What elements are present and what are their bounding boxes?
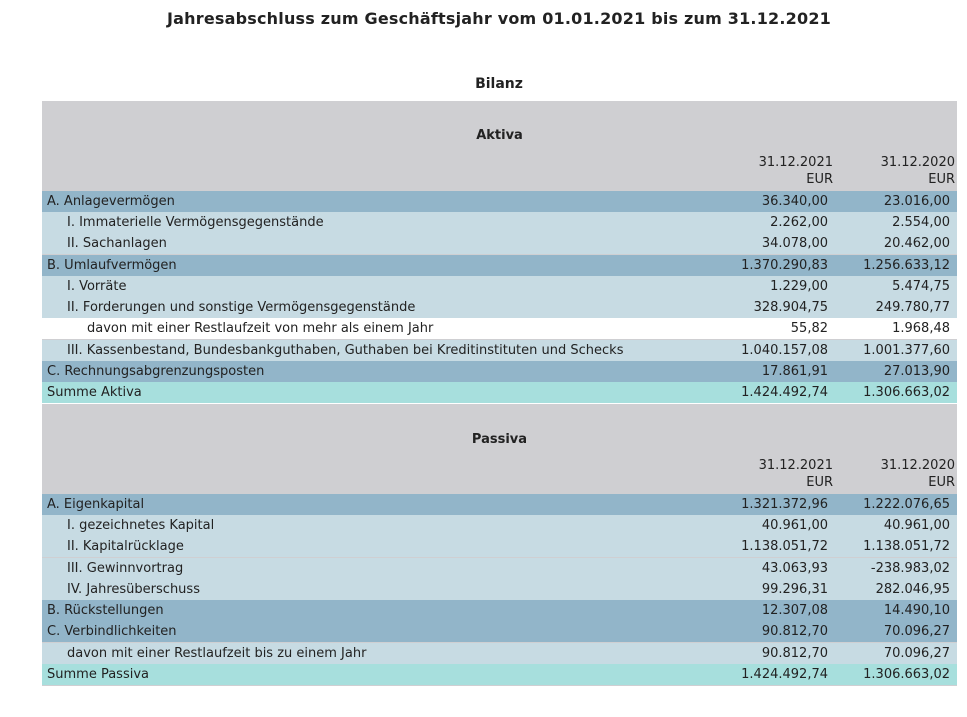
row-label: II. Sachanlagen [67, 236, 167, 251]
value-2021: 90.812,70 [761, 624, 828, 639]
value-2021: 99.296,31 [761, 582, 828, 597]
column-date-2021: 31.12.2021 [758, 458, 833, 473]
row-label: B. Rückstellungen [47, 603, 164, 618]
value-2020: 1.256.633,12 [863, 258, 950, 273]
row-label: III. Kassenbestand, Bundesbankguthaben, Guthaben bei Kreditinstituten und Schecks [67, 343, 624, 358]
column-date-2020: 31.12.2020 [880, 155, 955, 170]
total-row [42, 382, 957, 403]
row-label: Summe Aktiva [47, 385, 142, 400]
value-2020: 1.138.051,72 [863, 539, 950, 554]
row-label: I. Vorräte [67, 279, 127, 294]
value-2021: 12.307,08 [761, 603, 828, 618]
value-2020: 2.554,00 [892, 215, 950, 230]
column-unit-2020: EUR [928, 475, 955, 490]
value-2021: 17.861,91 [761, 364, 828, 379]
table-row [42, 558, 957, 579]
table-row [42, 191, 957, 212]
row-label: C. Rechnungsabgrenzungsposten [47, 364, 265, 379]
balance-sheet-title: Bilanz [475, 76, 523, 92]
value-2021: 1.370.290,83 [741, 258, 828, 273]
value-2020: 249.780,77 [875, 300, 950, 315]
value-2020: 282.046,95 [875, 582, 950, 597]
column-date-2021: 31.12.2021 [758, 155, 833, 170]
table-row [42, 276, 957, 297]
column-header-2020 [835, 457, 955, 491]
row-label: I. Immaterielle Vermögensgegenstände [67, 215, 324, 230]
value-2020: 20.462,00 [883, 236, 950, 251]
value-2021: 40.961,00 [761, 518, 828, 533]
total-row [42, 664, 957, 685]
value-2021: 1.138.051,72 [741, 539, 828, 554]
table-row [42, 515, 957, 536]
column-unit-2020: EUR [928, 172, 955, 187]
value-2021: 43.063,93 [761, 561, 828, 576]
row-label: IV. Jahresüberschuss [67, 582, 200, 597]
table-row [42, 340, 957, 361]
row-label: A. Anlagevermögen [47, 194, 175, 209]
value-2020: -238.983,02 [870, 561, 950, 576]
value-2021: 1.424.492,74 [741, 385, 828, 400]
passiva-heading: Passiva [471, 432, 528, 447]
value-2020: 40.961,00 [883, 518, 950, 533]
value-2021: 90.812,70 [761, 646, 828, 661]
table-row [42, 621, 957, 642]
value-2020: 1.306.663,02 [863, 667, 950, 682]
table-row [42, 255, 957, 276]
table-row [42, 579, 957, 600]
column-unit-2021: EUR [806, 172, 833, 187]
value-2021: 1.321.372,96 [741, 497, 828, 512]
value-2021: 1.424.492,74 [741, 667, 828, 682]
value-2020: 1.001.377,60 [863, 343, 950, 358]
page-title: Jahresabschluss zum Geschäftsjahr vom 01.01.2021 bis zum 31.12.2021 [167, 9, 831, 28]
value-2021: 2.262,00 [770, 215, 828, 230]
table-row [42, 297, 957, 318]
value-2020: 1.306.663,02 [863, 385, 950, 400]
table-row [42, 536, 957, 557]
aktiva-section [42, 101, 957, 403]
value-2020: 23.016,00 [883, 194, 950, 209]
column-unit-2021: EUR [806, 475, 833, 490]
value-2021: 328.904,75 [753, 300, 828, 315]
row-label: B. Umlaufvermögen [47, 258, 177, 273]
table-row [42, 318, 957, 339]
table-row [42, 494, 957, 515]
value-2021: 34.078,00 [761, 236, 828, 251]
value-2020: 5.474,75 [892, 279, 950, 294]
row-label: II. Kapitalrücklage [67, 539, 184, 554]
row-label: A. Eigenkapital [47, 497, 145, 512]
passiva-section [42, 404, 957, 686]
row-label: C. Verbindlichkeiten [47, 624, 177, 639]
column-header-2021 [713, 457, 833, 491]
row-label: III. Gewinnvortrag [67, 561, 184, 576]
value-2021: 36.340,00 [761, 194, 828, 209]
table-row [42, 361, 957, 382]
value-2020: 27.013,90 [883, 364, 950, 379]
column-header-2020 [835, 154, 955, 188]
row-label: davon mit einer Restlaufzeit von mehr als einem Jahr [87, 321, 434, 336]
table-row [42, 600, 957, 621]
table-row [42, 643, 957, 664]
value-2021: 1.040.157,08 [741, 343, 828, 358]
value-2020: 14.490,10 [883, 603, 950, 618]
value-2020: 1.222.076,65 [863, 497, 950, 512]
row-label: II. Forderungen und sonstige Vermögensgegenstände [67, 300, 416, 315]
value-2020: 70.096,27 [883, 646, 950, 661]
row-label: davon mit einer Restlaufzeit bis zu einem Jahr [67, 646, 367, 661]
row-label: I. gezeichnetes Kapital [67, 518, 215, 533]
column-header-2021 [713, 154, 833, 188]
value-2021: 55,82 [790, 321, 828, 336]
row-label: Summe Passiva [47, 667, 149, 682]
value-2021: 1.229,00 [770, 279, 828, 294]
table-row [42, 212, 957, 233]
value-2020: 70.096,27 [883, 624, 950, 639]
aktiva-heading: Aktiva [476, 128, 523, 143]
column-date-2020: 31.12.2020 [880, 458, 955, 473]
table-row [42, 233, 957, 254]
value-2020: 1.968,48 [892, 321, 950, 336]
